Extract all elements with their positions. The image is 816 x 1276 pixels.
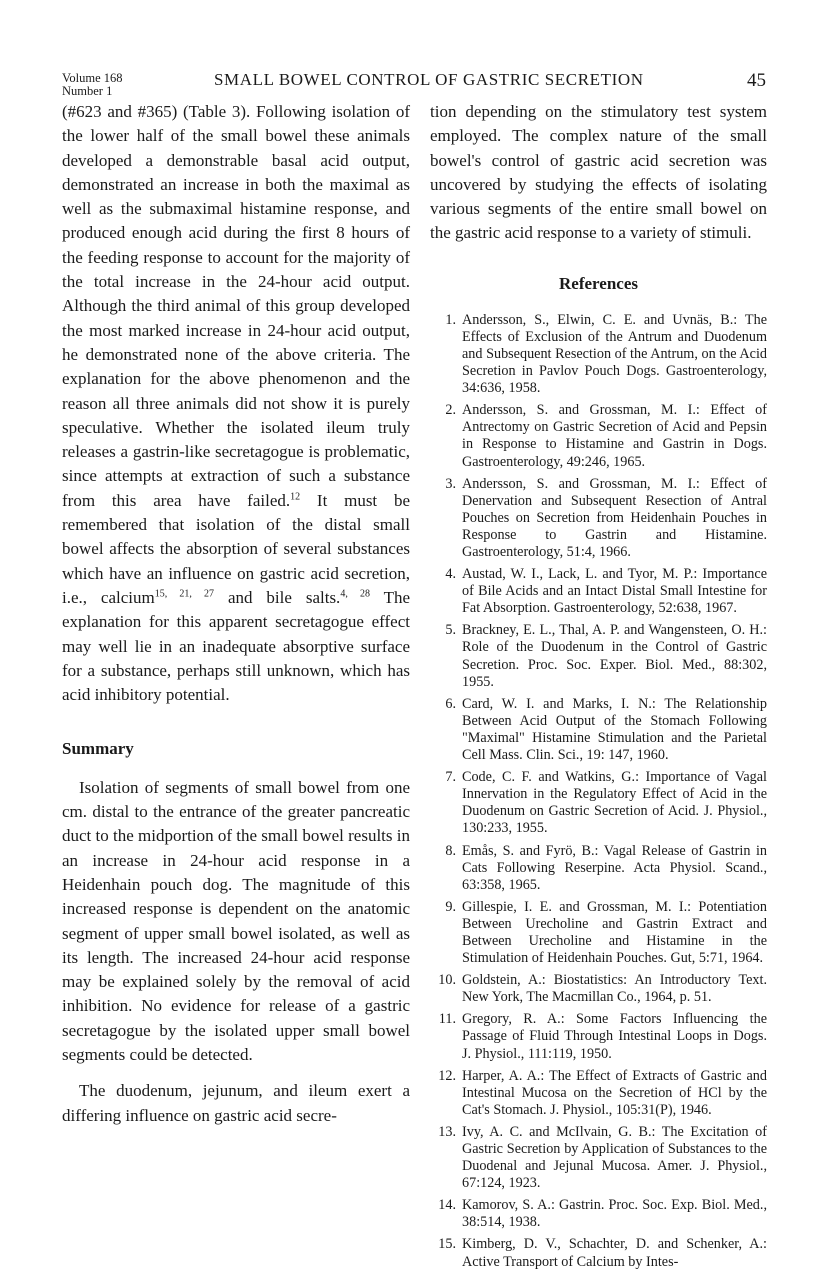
summary-paragraph: Isolation of segments of small bowel from one cm. distal to the entrance of the greater pancreatic duct to the midportion of the small bowel results in an increase in 24-hour acid response in a Heidenhain pouch dog. The magnitude of this increased response is dependent on the anatomic segment of upper small bowel isolated, as well as its length. The increased 24-hour acid response may be explained solely by the removal of acid inhibition. No evidence for release of a gastric secretagogue by the isolated upper small bowel segments could be detected. xyxy=(62,777,410,1064)
reference-number: 2. xyxy=(445,402,456,419)
reference-text: Ivy, A. C. and McIlvain, G. B.: The Excitation of Gastric Secretion by Application of Substances to the Duodenal and Jejunal Mucosa. Amer. J. Physiol., 67:124, 1923. xyxy=(462,1123,767,1192)
reference-item xyxy=(430,566,767,617)
reference-text: Andersson, S. and Grossman, M. I.: Effect of Antrectomy on Gastric Secretion of Acid and Pepsin in Response to Histamine and Gastrin in Dogs. Gastroenterology, 49:246, 1965. xyxy=(462,402,767,470)
reference-number: 10. xyxy=(438,972,456,989)
reference-number: 4. xyxy=(445,566,456,583)
reference-number: 3. xyxy=(445,475,456,492)
reference-text: Andersson, S. and Grossman, M. I.: Effect of Denervation and Subsequent Resection of Antral Pouches on Secretion from Heidenhain Pouches in Response to Gastrin and Histamine. Gastroenterology, 51:4, 1966. xyxy=(462,475,767,560)
running-title: SMALL BOWEL CONTROL OF GASTRIC SECRETION xyxy=(214,70,644,89)
reference-list xyxy=(430,312,767,1271)
reference-item xyxy=(430,1124,767,1192)
reference-number: 7. xyxy=(445,769,456,786)
reference-item xyxy=(430,312,767,397)
reference-text: Code, C. F. and Watkins, G.: Importance of Vagal Innervation in the Regulatory Effect of Acid in the Duodenum on Gastric Secretion of Acid. J. Physiol., 130:233, 1955. xyxy=(462,769,767,837)
reference-number: 15. xyxy=(438,1236,456,1253)
reference-item xyxy=(430,972,767,1006)
reference-text: Kamorov, S. A.: Gastrin. Proc. Soc. Exp. Biol. Med., 38:514, 1938. xyxy=(462,1197,767,1231)
reference-item xyxy=(430,769,767,837)
reference-number: 14. xyxy=(438,1197,456,1214)
reference-text: Card, W. I. and Marks, I. N.: The Relationship Between Acid Output of the Stomach Following "Maximal" Histamine Stimulation and the Parietal Cell Mass. Clin. Sci., 19: 147, 1960. xyxy=(462,695,767,764)
reference-number: 9. xyxy=(445,898,456,915)
reference-item xyxy=(430,843,767,894)
paragraph-continued xyxy=(62,100,410,707)
reference-number: 11. xyxy=(438,1011,456,1028)
text-run: (#623 and #365) (Table 3). Following isolation of the lower half of the small bowel these animals developed a demonstrable basal acid output, demonstrated an increase in both the maximal as well as the submaximal histamine response, and produced enough acid during the first 8 hours of the feeding response to account for the majority of the total increase in the 24-hour acid output. Although the third animal of this group developed the most marked increase in 24-hour acid output, he demonstrated none of the above criteria. The explanation for the above phenomenon and the reason all three animals did not show it is purely speculative. Whether the isolated ileum truly releases a gastrin-like secretagogue is problematic, since attempts at extraction of such a substance from this area have failed. xyxy=(62,102,410,510)
reference-number: 8. xyxy=(445,842,456,859)
citation-sup: 4, 28 xyxy=(340,588,370,600)
reference-number: 6. xyxy=(445,695,456,712)
reference-text: Emås, S. and Fyrö, B.: Vagal Release of Gastrin in Cats Following Reserpine. Acta Physiol. Scand., 63:358, 1965. xyxy=(462,842,767,893)
reference-item xyxy=(430,1011,767,1062)
citation-sup: 15, 21, 27 xyxy=(154,588,215,600)
reference-item xyxy=(430,622,767,690)
text-run: It must be remembered that isolation of the distal small bowel affects the absorption of several substances which have an influence on gastric acid secretion, i.e., calcium xyxy=(62,490,410,607)
reference-number: 5. xyxy=(445,622,456,639)
reference-text: Gillespie, I. E. and Grossman, M. I.: Potentiation Between Urecholine and Gastrin Extract and Between Urecholine and Histamine in the Stimulation of Heidenhain Pouches. Gut, 5:71, 1964. xyxy=(462,898,767,967)
page-number: 45 xyxy=(747,70,766,91)
references-heading: References xyxy=(559,273,638,293)
reference-text: Andersson, S., Elwin, C. E. and Uvnäs, B.: The Effects of Exclusion of the Antrum and Duodenum and Subsequent Resection of the Antrum, on the Acid Secretion in Pavlov Pouch Dogs. Gastroenterology, 34:636, 1958. xyxy=(462,311,767,397)
reference-item xyxy=(430,899,767,967)
volume-label: Volume 168 xyxy=(62,71,123,85)
reference-item xyxy=(430,1068,767,1119)
reference-text: Goldstein, A.: Biostatistics: An Introductory Text. New York, The Macmillan Co., 1964, p. 51. xyxy=(462,972,767,1006)
reference-text: Austad, W. I., Lack, L. and Tyor, M. P.: Importance of Bile Acids and an Intact Distal Small Intestine for Fat Absorption. Gastroenterology, 52:638, 1967. xyxy=(462,566,767,617)
reference-item xyxy=(430,1197,767,1231)
closing-paragraph: The duodenum, jejunum, and ileum exert a differing influence on gastric acid secre- xyxy=(62,1081,410,1125)
reference-item xyxy=(430,1236,767,1270)
reference-text: Brackney, E. L., Thal, A. P. and Wangensteen, O. H.: Role of the Duodenum in the Control of Gastric Secretion. Proc. Soc. Exper. Biol. Med., 88:302, 1955. xyxy=(462,622,767,690)
text-run: The explanation for this apparent secretagogue effect may well lie in an inadequate absorptive surface for a substance, perhaps still unknown, which has acid inhibitory potential. xyxy=(62,587,411,705)
volume-info xyxy=(62,72,123,98)
text-run: and bile salts. xyxy=(214,587,341,607)
reference-item xyxy=(430,696,767,764)
reference-text: Harper, A. A.: The Effect of Extracts of Gastric and Intestinal Mucosa on the Secretion of HCl by the Cat's Stomach. J. Physiol., 105:31(P), 1946. xyxy=(462,1067,767,1118)
continuation-paragraph: tion depending on the stimulatory test system employed. The complex nature of the small bowel's control of gastric acid secretion was uncovered by studying the effects of isolating various segments of the entire small bowel on the gastric acid response to a variety of stimuli. xyxy=(430,102,767,243)
reference-text: Kimberg, D. V., Schachter, D. and Schenker, A.: Active Transport of Calcium by Intes- xyxy=(462,1236,767,1270)
reference-number: 1. xyxy=(445,311,456,328)
reference-item xyxy=(430,402,767,470)
reference-item xyxy=(430,476,767,561)
reference-number: 12. xyxy=(438,1067,456,1084)
left-column xyxy=(62,100,410,1128)
citation-sup: 12 xyxy=(290,491,301,503)
right-column xyxy=(430,100,767,1276)
number-label: Number 1 xyxy=(62,84,113,98)
reference-text: Gregory, R. A.: Some Factors Influencing the Passage of Fluid Through Intestinal Loops in Dogs. J. Physiol., 111:119, 1950. xyxy=(462,1011,767,1062)
summary-heading: Summary xyxy=(62,739,134,759)
reference-number: 13. xyxy=(438,1123,456,1140)
